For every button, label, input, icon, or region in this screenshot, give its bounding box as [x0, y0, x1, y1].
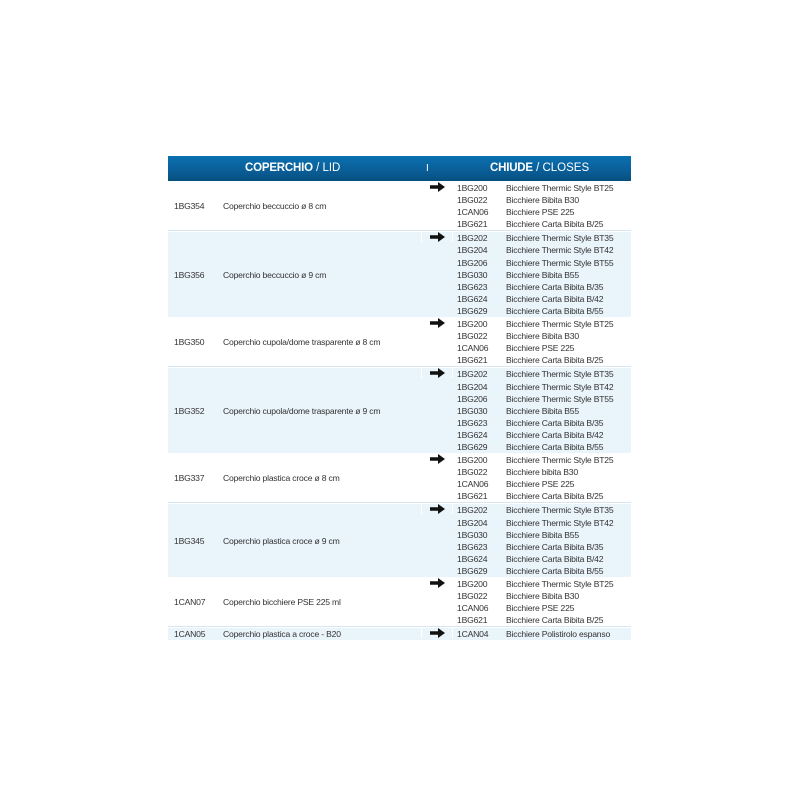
cup-name: Bicchiere PSE 225	[506, 343, 575, 354]
closes-list	[453, 454, 613, 502]
closes-item	[457, 194, 613, 206]
table-row	[168, 181, 631, 231]
cup-name: Bicchiere Thermic Style BT42	[506, 245, 614, 256]
closes-list	[453, 182, 613, 230]
table-row	[168, 231, 631, 317]
table-row	[168, 503, 631, 577]
closes-item	[457, 490, 613, 502]
table-row	[168, 453, 631, 503]
cup-name: Bicchiere Thermic Style BT42	[506, 517, 614, 528]
cup-name: Bicchiere Thermic Style BT25	[506, 319, 614, 330]
arrow-right-icon	[421, 232, 453, 242]
arrow-right-icon	[421, 504, 453, 514]
closes-item	[457, 232, 613, 244]
closes-list	[453, 232, 613, 317]
table-row	[168, 367, 631, 453]
cup-name: Bicchiere Carta Bibita B/35	[506, 541, 604, 552]
cup-name: Bicchiere Thermic Style BT35	[506, 369, 614, 380]
closes-item	[457, 182, 613, 194]
cup-code: 1BG629	[457, 441, 488, 452]
closes-list	[453, 578, 613, 626]
cup-code: 1BG621	[457, 219, 488, 230]
cup-code: 1BG202	[457, 233, 488, 244]
cup-code: 1BG022	[457, 591, 488, 602]
cup-name: Bicchiere Carta Bibita B/25	[506, 355, 604, 366]
lid-description: Coperchio plastica a croce - B20	[223, 629, 341, 640]
cup-name: Bicchiere Bibita B55	[506, 269, 579, 280]
closes-item	[457, 602, 613, 614]
closes-header-rest: / CLOSES	[536, 162, 590, 174]
lid-description: Coperchio beccuccio ø 8 cm	[223, 201, 327, 212]
cup-code: 1BG621	[457, 355, 488, 366]
cup-code: 1BG200	[457, 319, 488, 330]
cup-code: 1BG202	[457, 369, 488, 380]
closes-item	[457, 244, 613, 256]
cup-name: Bicchiere Thermic Style BT42	[506, 381, 614, 392]
closes-list	[453, 318, 613, 366]
cup-name: Bicchiere Thermic Style BT55	[506, 257, 614, 268]
cup-name: Bicchiere Carta Bibita B/35	[506, 417, 604, 428]
closes-item	[457, 342, 613, 354]
lid-code: 1CAN07	[174, 597, 206, 608]
cup-code: 1BG621	[457, 615, 488, 626]
cup-code: 1CAN06	[457, 207, 489, 218]
lid-description: Coperchio bicchiere PSE 225 ml	[223, 597, 341, 608]
cup-code: 1BG022	[457, 331, 488, 342]
closes-item	[457, 578, 613, 590]
closes-item	[457, 218, 613, 230]
cup-code: 1BG206	[457, 393, 488, 404]
lid-description: Coperchio cupola/dome trasparente ø 9 cm	[223, 405, 381, 416]
cup-name: Bicchiere Carta Bibita B/42	[506, 429, 604, 440]
closes-item	[457, 466, 613, 478]
compatibility-table	[168, 156, 631, 640]
cup-code: 1BG624	[457, 553, 488, 564]
closes-item	[457, 206, 613, 218]
cup-name: Bicchiere Carta Bibita B/25	[506, 219, 604, 230]
cup-code: 1CAN06	[457, 479, 489, 490]
cup-name: Bicchiere Bibita B30	[506, 331, 579, 342]
closes-item	[457, 478, 613, 490]
cup-name: Bicchiere Carta Bibita B/35	[506, 281, 604, 292]
closes-item	[457, 590, 613, 602]
cup-code: 1BG204	[457, 245, 488, 256]
cup-name: Bicchiere Carta Bibita B/42	[506, 293, 604, 304]
arrow-right-icon	[421, 578, 453, 588]
cup-code: 1BG623	[457, 281, 488, 292]
closes-item	[457, 393, 613, 405]
lid-description: Coperchio cupola/dome trasparente ø 8 cm	[223, 337, 381, 348]
closes-item	[457, 441, 613, 453]
closes-item	[457, 628, 610, 640]
table-body	[168, 181, 631, 640]
cup-code: 1BG621	[457, 491, 488, 502]
cup-code: 1BG623	[457, 417, 488, 428]
cup-name: Bicchiere Bibita B55	[506, 405, 579, 416]
cup-name: Bicchiere Thermic Style BT25	[506, 579, 614, 589]
cup-name: Bicchiere Carta Bibita B/42	[506, 553, 604, 564]
lid-code: 1BG350	[174, 337, 205, 348]
cup-code: 1BG022	[457, 467, 488, 478]
cup-name: Bicchiere PSE 225	[506, 207, 575, 218]
lid-description: Coperchio plastica croce ø 9 cm	[223, 535, 340, 546]
closes-item	[457, 281, 613, 293]
closes-item	[457, 529, 613, 541]
cup-code: 1BG204	[457, 381, 488, 392]
cup-code: 1BG624	[457, 293, 488, 304]
lid-code: 1BG354	[174, 201, 205, 212]
closes-item	[457, 417, 613, 429]
closes-header-bold: CHIUDE	[490, 162, 533, 174]
closes-item	[457, 381, 613, 393]
closes-item	[457, 354, 613, 366]
cup-code: 1BG030	[457, 405, 488, 416]
cup-name: Bicchiere Carta Bibita B/55	[506, 441, 604, 452]
cup-name: Bicchiere Bibita B30	[506, 591, 579, 602]
closes-item	[457, 541, 613, 553]
closes-list	[453, 628, 610, 640]
cup-name: Bicchiere PSE 225	[506, 603, 575, 614]
lid-code: 1BG352	[174, 405, 205, 416]
cup-code: 1BG022	[457, 195, 488, 206]
arrow-right-icon	[421, 454, 453, 464]
cup-name: Bicchiere Carta Bibita B/25	[506, 491, 604, 502]
arrow-right-icon	[421, 318, 453, 328]
closes-item	[457, 614, 613, 626]
closes-item	[457, 565, 613, 577]
table-row	[168, 577, 631, 627]
cup-code: 1BG623	[457, 541, 488, 552]
cup-name: Bicchiere Polistirolo espanso	[506, 629, 611, 640]
closes-item	[457, 405, 613, 417]
cup-code: 1BG206	[457, 257, 488, 268]
cup-code: 1BG624	[457, 429, 488, 440]
cup-name: Bicchiere Carta Bibita B/55	[506, 565, 604, 576]
lid-description: Coperchio plastica croce ø 8 cm	[223, 473, 340, 484]
lid-code: 1BG345	[174, 535, 205, 546]
closes-item	[457, 454, 613, 466]
closes-item	[457, 293, 613, 305]
cup-code: 1BG202	[457, 505, 488, 516]
closes-item	[457, 318, 613, 330]
arrow-right-icon	[421, 628, 453, 638]
cup-name: Bicchiere Bibita B55	[506, 529, 579, 540]
cup-name: Bicchiere Bibita B30	[506, 195, 579, 206]
closes-item	[457, 330, 613, 342]
cup-code: 1BG204	[457, 517, 488, 528]
lid-code: 1BG356	[174, 269, 205, 280]
cup-code: 1BG629	[457, 565, 488, 576]
closes-item	[457, 368, 613, 380]
arrow-right-icon	[421, 182, 453, 192]
lid-header-rest: / LID	[316, 162, 341, 174]
cup-code: 1CAN06	[457, 343, 489, 354]
cup-code: 1BG030	[457, 529, 488, 540]
closes-list	[453, 504, 613, 577]
cup-code: 1CAN04	[457, 629, 489, 640]
closes-column-header	[490, 156, 589, 181]
cup-code: 1BG030	[457, 269, 488, 280]
table-row	[168, 627, 631, 640]
cup-name: Bicchiere Thermic Style BT35	[506, 505, 614, 516]
arrow-right-icon	[421, 368, 453, 378]
table-row	[168, 317, 631, 367]
cup-name: Bicchiere Carta Bibita B/25	[506, 615, 604, 626]
lid-description: Coperchio beccuccio ø 9 cm	[223, 269, 327, 280]
cup-name: Bicchiere Thermic Style BT35	[506, 233, 614, 244]
lid-code: 1BG337	[174, 473, 205, 484]
closes-item	[457, 269, 613, 281]
cup-name: Bicchiere Carta Bibita B/55	[506, 305, 604, 316]
closes-item	[457, 305, 613, 317]
cup-code: 1BG200	[457, 183, 488, 193]
cup-code: 1BG200	[457, 579, 488, 589]
cup-name: Bicchiere Thermic Style BT25	[506, 455, 614, 466]
closes-item	[457, 429, 613, 441]
closes-item	[457, 553, 613, 565]
lid-code: 1CAN05	[174, 629, 206, 640]
lid-column-header	[245, 156, 340, 181]
closes-list	[453, 368, 613, 453]
cup-code: 1BG629	[457, 305, 488, 316]
cup-name: Bicchiere bibita B30	[506, 467, 578, 478]
cup-code: 1CAN06	[457, 603, 489, 614]
lid-header-bold: COPERCHIO	[245, 162, 313, 174]
cup-name: Bicchiere Thermic Style BT55	[506, 393, 614, 404]
cup-name: Bicchiere PSE 225	[506, 479, 575, 490]
cup-code: 1BG200	[457, 455, 488, 466]
closes-item	[457, 517, 613, 529]
header-separator: I	[426, 163, 429, 174]
table-header	[168, 156, 631, 181]
closes-item	[457, 504, 613, 516]
closes-item	[457, 257, 613, 269]
cup-name: Bicchiere Thermic Style BT25	[506, 183, 614, 193]
